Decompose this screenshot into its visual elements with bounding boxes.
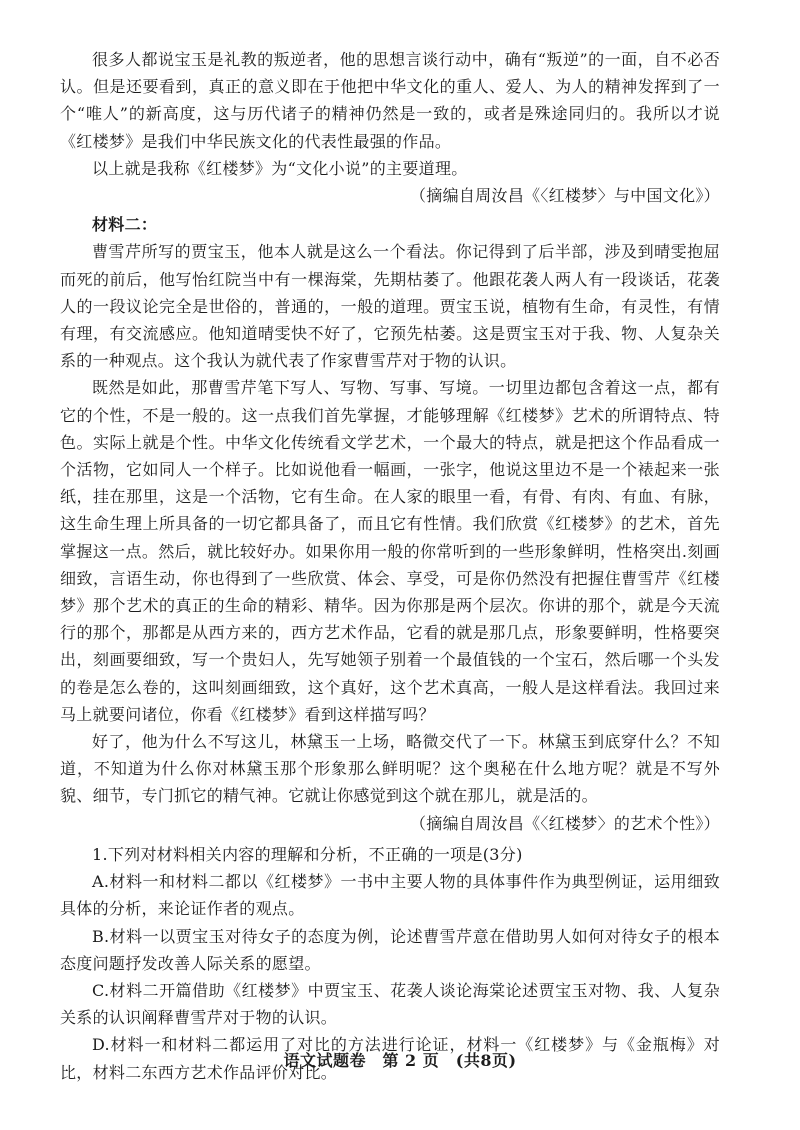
- question-1-option-a: A.材料一和材料二都以《红楼梦》一书中主要人物的具体事件作为典型例证，运用细致具体的分析，来论证作者的观点。: [60, 872, 720, 919]
- page-footer: 语文试题卷 第 2 页 (共8页): [283, 1051, 517, 1070]
- question-1-stem: 1.下列对材料相关内容的理解和分析，不正确的一项是(3分): [92, 844, 523, 864]
- material1-paragraph: 很多人都说宝玉是礼教的叛逆者，他的思想言谈行动中，确有“叛逆”的一面，自不必否认。但是还要看到，真正的意义即在于他把中华文化的重人、爱人、为人的精神发挥到了一个“唯人”的新高度，这与历代诸子的精神仍然是一致的，或者是殊途同归的。我所以才说《红楼梦》是我们中华民族文化的代表性最强的作品。: [60, 50, 720, 151]
- material2-source: （摘编自周汝昌《〈红楼梦〉的艺术个性》）: [409, 813, 720, 833]
- question-1-option-c: C.材料二开篇借助《红楼梦》中贾宝玉、花袭人谈论海棠论述贾宝玉对物、我、人复杂关系的认识阐释曹雪芹对于物的认识。: [60, 980, 720, 1028]
- material2-paragraph-3: 好了，他为什么不写这儿，林黛玉一上场，略微交代了一下。林黛玉到底穿什么？不知道，不知道为什么你对林黛玉那个形象那么鲜明呢？这个奥秘在什么地方呢？就是不写外貌、细节，专门抓它的精气神。它就让你感觉到这个就在那儿，就是活的。: [60, 732, 720, 806]
- material1-source: （摘编自周汝昌《〈红楼梦〉与中国文化》）: [409, 186, 720, 206]
- question-1-option-b: B.材料一以贾宝玉对待女子的态度为例，论述曹雪芹意在借助男人如何对待女子的根本态度问题抒发改善人际关系的愿望。: [60, 926, 720, 973]
- material1-conclusion: 以上就是我称《红楼梦》为“文化小说”的主要道理。: [92, 158, 468, 178]
- page-content: [60, 46, 720, 1086]
- material2-paragraph-1: 曹雪芹所写的贾宝玉，他本人就是这么一个看法。你记得到了后半部，涉及到晴雯抱屈而死的前后，他写怡红院当中有一棵海棠，先期枯萎了。他跟花袭人两人有一段谈话，花袭人的一段议论完全是世俗的，普通的，一般的道理。贾宝玉说，植物有生命，有灵性，有情有理，有交流感应。他知道晴雯快不好了，它预先枯萎。这是贾宝玉对于我、物、人复杂关系的一种观点。这个我认为就代表了作家曹雪芹对于物的认识。: [60, 242, 720, 371]
- question-1-option-d: D.材料一和材料二都运用了对比的方法进行论证，材料一《红楼梦》与《金瓶梅》对比，材料二东西方艺术作品评价对比。: [60, 1035, 720, 1082]
- material2-paragraph-2: 既然是如此，那曹雪芹笔下写人、写物、写事、写境。一切里边都包含着这一点，都有它的个性，不是一般的。这一点我们首先掌握，才能够理解《红楼梦》艺术的所谓特点、特色。实际上就是个性。中华文化传统看文学艺术，一个最大的特点，就是把这个作品看成一个活物，它如同人一个样子。比如说他看一幅画，一张字，他说这里边不是一个裱起来一张纸，挂在那里，这是一个活物，它有生命。在人家的眼里一看，有骨、有肉、有血、有脉，这生命生理上所具备的一切它都具备了，而且它有性情。我们欣赏《红楼梦》的艺术，首先掌握这一点。然后，就比较好办。如果你用一般的你常听到的一些形象鲜明，性格突出.刻画细致，言语生动，你也得到了一些欣赏、体会、享受，可是你仍然没有把握住曹雪芹《红楼梦》那个艺术的真正的生命的精彩、精华。因为你那是两个层次。你讲的那个，就是今天流行的那个，那都是从西方来的，西方艺术作品，它看的就是那几点，形象要鲜明，性格要突出，刻画要细致，写一个贵妇人，先写她领子别着一个最值钱的一个宝石，然后哪一个头发的卷是怎么卷的，这叫刻画细致，这个真好，这个艺术真高，一般人是这样看法。我回过来马上就要问诸位，你看《红楼梦》看到这样描写吗？: [60, 378, 720, 724]
- material2-heading: 材料二：: [92, 215, 158, 235]
